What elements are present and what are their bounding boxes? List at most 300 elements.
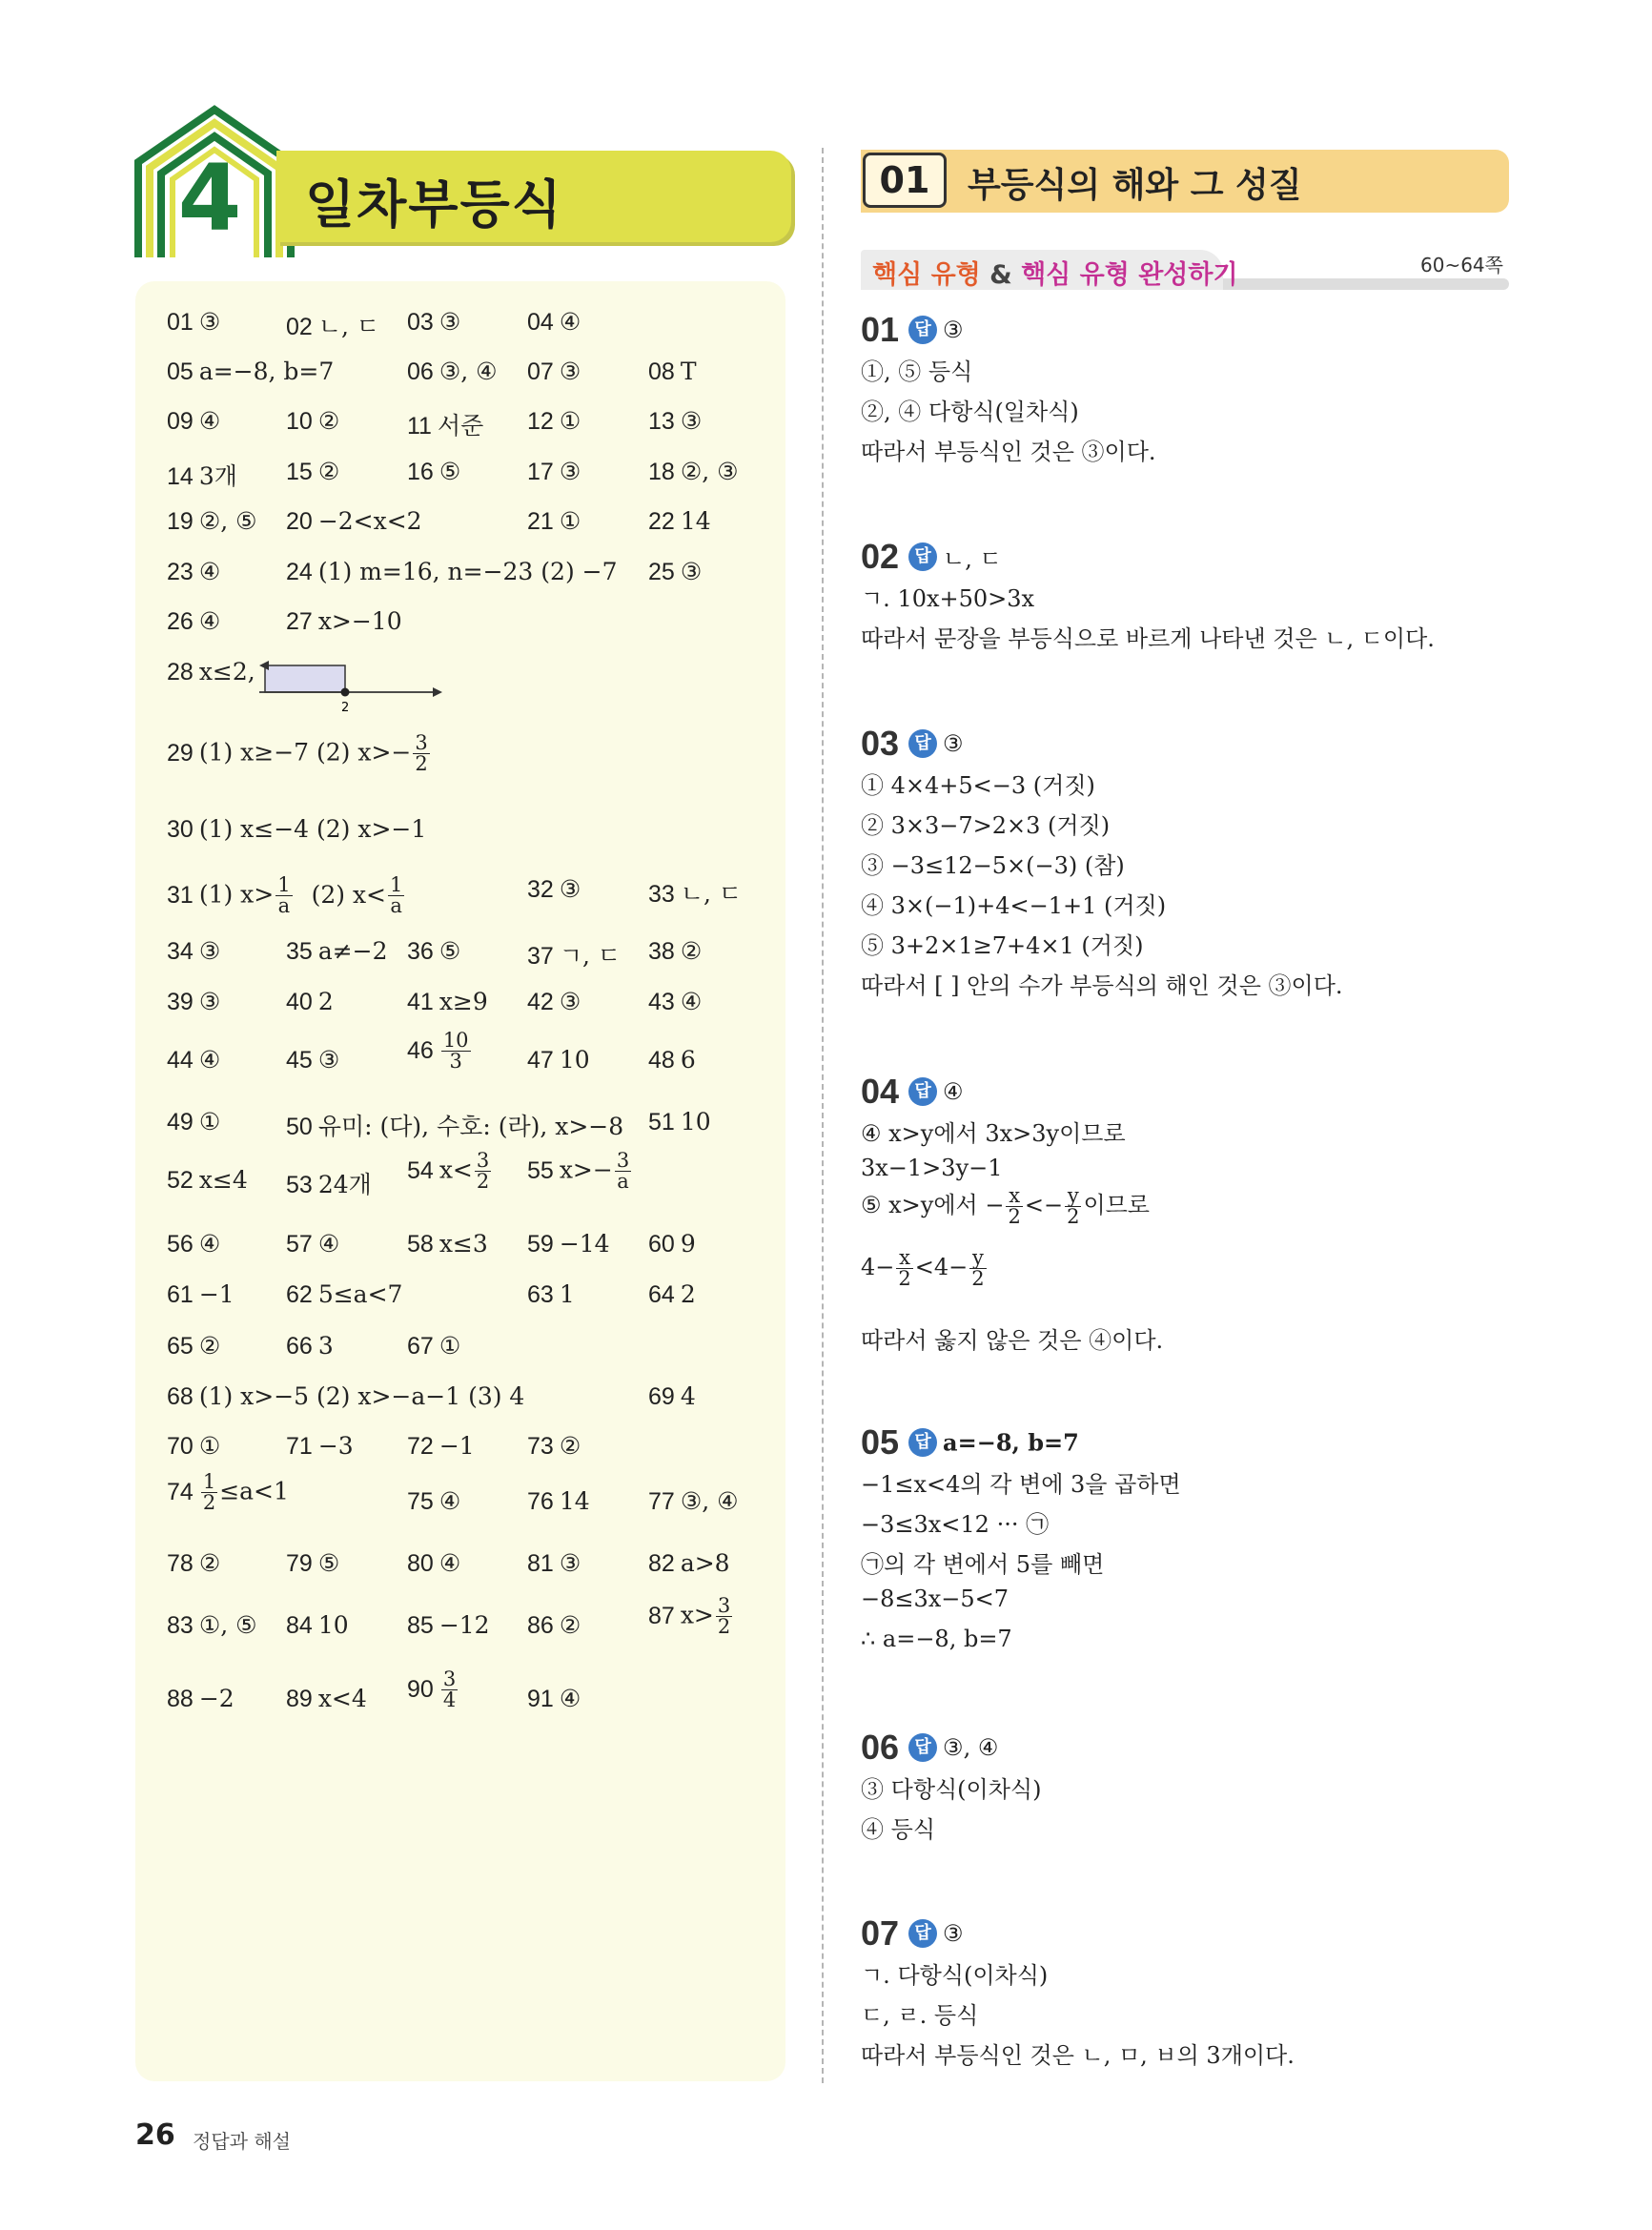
answer-item-53 bbox=[286, 1166, 372, 1200]
answer-value: (1) x≤−4 (2) x>−1 bbox=[198, 815, 427, 843]
answer-value: 3개 bbox=[198, 462, 237, 490]
answer-number: 50 bbox=[286, 1114, 313, 1140]
solution-line: −3≤3x<12 ··· ㉠ bbox=[861, 1511, 1050, 1538]
answer-item-40 bbox=[286, 988, 334, 1016]
answer-number: 22 bbox=[648, 508, 675, 535]
answer-number: 62 bbox=[286, 1281, 313, 1308]
answer-number: 52 bbox=[167, 1167, 194, 1194]
answer-item-60 bbox=[648, 1230, 696, 1258]
answer-item-19 bbox=[167, 507, 257, 536]
answer-item-86 bbox=[527, 1611, 581, 1640]
answer-item-18 bbox=[648, 458, 739, 486]
answer-item-49 bbox=[167, 1108, 220, 1136]
answer-value: ③ bbox=[198, 937, 221, 965]
answer-item-68 bbox=[167, 1382, 524, 1411]
answer-item-73 bbox=[527, 1432, 581, 1461]
answer-number: 47 bbox=[527, 1047, 554, 1074]
solution-line: ③ 다항식(이차식) bbox=[861, 1776, 1042, 1803]
solution-line: ①, ⑤ 등식 bbox=[861, 358, 973, 385]
answer-value: ④ bbox=[198, 1046, 221, 1074]
solution-line: 따라서 문장을 부등식으로 바르게 나타낸 것은 ㄴ, ㄷ이다. bbox=[861, 625, 1435, 652]
answer-number: 55 bbox=[527, 1156, 554, 1184]
answer-value: ② bbox=[198, 1549, 221, 1577]
answer-number: 61 bbox=[167, 1281, 194, 1308]
solution-answer: ③ bbox=[943, 1920, 964, 1947]
answer-item-04 bbox=[527, 308, 581, 337]
solution-number: 02 bbox=[861, 537, 900, 576]
solution-header-04 bbox=[861, 1072, 964, 1112]
solution-line: 3x−1>3y−1 bbox=[861, 1155, 1003, 1181]
answer-number: 71 bbox=[286, 1433, 313, 1460]
answer-number: 38 bbox=[648, 938, 675, 965]
chapter-header bbox=[133, 105, 791, 257]
answer-number: 12 bbox=[527, 408, 554, 435]
answer-item-39 bbox=[167, 988, 220, 1016]
answer-number: 33 bbox=[648, 881, 675, 908]
fraction: $\frac{1}{a}$ bbox=[390, 873, 403, 917]
answer-value: (1) x>−5 (2) x>−a−1 (3) 4 bbox=[198, 1382, 525, 1410]
solution-line: 4− $\frac{x}{2}$ <4− $\frac{y}{2}$ bbox=[861, 1246, 985, 1290]
subheader-part2: 핵심 유형 완성하기 bbox=[1021, 260, 1238, 290]
answer-badge-icon: 답 bbox=[908, 1733, 937, 1762]
answer-item-11 bbox=[407, 407, 483, 441]
answer-value: 14 bbox=[559, 1487, 590, 1515]
answer-value: 10 bbox=[317, 1611, 349, 1639]
answer-number: 21 bbox=[527, 508, 554, 535]
answer-item-47 bbox=[527, 1046, 590, 1074]
answer-item-29 bbox=[167, 733, 432, 774]
answer-item-31 bbox=[167, 875, 406, 916]
answer-value: ③ bbox=[559, 1549, 581, 1577]
solution-answer: ③ bbox=[943, 317, 964, 343]
answer-value: 9 bbox=[680, 1230, 696, 1258]
answer-item-36 bbox=[407, 937, 460, 966]
answer-value: ㄴ, ㄷ bbox=[317, 313, 380, 340]
answer-value: ≤a<1 bbox=[219, 1477, 289, 1505]
answer-item-66 bbox=[286, 1332, 334, 1361]
answer-badge-icon: 답 bbox=[908, 316, 937, 344]
answer-item-44 bbox=[167, 1046, 220, 1074]
solution-number: 01 bbox=[861, 310, 900, 349]
solution-line: ⑤ x>y에서 − $\frac{x}{2}$ <− $\frac{y}{2}$ 이므로 bbox=[861, 1184, 1150, 1228]
answer-number: 84 bbox=[286, 1612, 313, 1639]
solution-line: ⑤ 3+2×1≥7+4×1 (거짓) bbox=[861, 932, 1144, 959]
answer-value: −2 bbox=[198, 1685, 235, 1712]
answer-value: ③ bbox=[680, 558, 703, 585]
solution-header-06 bbox=[861, 1728, 998, 1768]
answer-value: ③ bbox=[559, 358, 581, 385]
answer-item-61 bbox=[167, 1280, 235, 1309]
answer-item-26 bbox=[167, 607, 220, 636]
answer-value: (1) x≥−7 (2) x>− bbox=[198, 738, 412, 767]
answer-number: 82 bbox=[648, 1550, 675, 1577]
answer-item-24 bbox=[286, 558, 618, 586]
answer-value: a=−8, b=7 bbox=[198, 358, 335, 385]
answer-item-10 bbox=[286, 407, 339, 436]
answer-value: T bbox=[680, 358, 697, 385]
answer-number: 74 bbox=[167, 1478, 194, 1505]
answer-value: x>−10 bbox=[317, 607, 402, 635]
answer-value: (1) m=16, n=−23 (2) −7 bbox=[317, 558, 618, 585]
answer-item-32 bbox=[527, 875, 581, 904]
answer-value: ④ bbox=[198, 607, 221, 635]
answer-item-82 bbox=[648, 1549, 730, 1578]
solution-line: ∴ a=−8, b=7 bbox=[861, 1626, 1012, 1652]
answer-value: 6 bbox=[680, 1046, 696, 1074]
answer-number: 35 bbox=[286, 938, 313, 965]
answer-item-43 bbox=[648, 988, 702, 1016]
answer-number: 02 bbox=[286, 314, 313, 340]
section-title: 부등식의 해와 그 성질 bbox=[968, 166, 1302, 205]
subheader-amp: & bbox=[989, 260, 1012, 290]
answer-number: 77 bbox=[648, 1488, 675, 1515]
page-number: 26 bbox=[135, 2118, 175, 2152]
answer-value: x>− bbox=[559, 1156, 613, 1184]
answer-number: 70 bbox=[167, 1433, 194, 1460]
answer-number: 32 bbox=[527, 876, 554, 903]
solution-line: ㄷ, ㄹ. 등식 bbox=[861, 2002, 979, 2029]
answer-value: ③, ④ bbox=[680, 1487, 739, 1515]
answer-value: ④ bbox=[438, 1487, 461, 1515]
answer-number: 29 bbox=[167, 739, 194, 767]
answer-value: −3 bbox=[317, 1432, 354, 1460]
answer-item-33 bbox=[648, 875, 742, 910]
answer-number: 46 bbox=[407, 1036, 434, 1064]
answer-item-78 bbox=[167, 1549, 220, 1578]
answer-value: ② bbox=[559, 1432, 581, 1460]
answer-value: 유미: (다), 수호: (라), x>−8 bbox=[317, 1113, 624, 1140]
answer-number: 45 bbox=[286, 1047, 313, 1074]
answer-number: 30 bbox=[167, 816, 194, 843]
answer-number: 72 bbox=[407, 1433, 434, 1460]
answer-value: −1 bbox=[438, 1432, 475, 1460]
answer-number: 68 bbox=[167, 1383, 194, 1410]
answer-item-07 bbox=[527, 358, 581, 386]
answer-value: 1 bbox=[559, 1280, 575, 1308]
answer-value: (1) x> bbox=[198, 880, 275, 909]
answer-number: 24 bbox=[286, 559, 313, 585]
answer-item-91 bbox=[527, 1685, 581, 1713]
answer-value: ④ bbox=[198, 1230, 221, 1258]
answer-number: 19 bbox=[167, 508, 194, 535]
answer-item-76 bbox=[527, 1487, 590, 1516]
answer-value: ③ bbox=[559, 458, 581, 485]
answer-item-59 bbox=[527, 1230, 610, 1258]
answer-item-14 bbox=[167, 458, 237, 492]
fraction: $\frac{3}{4}$ bbox=[442, 1667, 457, 1711]
answer-value: ①, ⑤ bbox=[198, 1611, 257, 1639]
answer-number: 09 bbox=[167, 408, 194, 435]
answer-number: 57 bbox=[286, 1231, 313, 1258]
answer-number: 36 bbox=[407, 938, 434, 965]
answer-item-37 bbox=[527, 937, 621, 972]
answer-item-89 bbox=[286, 1685, 367, 1713]
answer-number: 13 bbox=[648, 408, 675, 435]
answer-value: ㄴ, ㄷ bbox=[680, 880, 743, 908]
answer-value: x< bbox=[438, 1156, 473, 1184]
answer-number: 81 bbox=[527, 1550, 554, 1577]
answer-badge-icon: 답 bbox=[908, 1919, 937, 1948]
column-divider bbox=[822, 148, 824, 2083]
answer-item-48 bbox=[648, 1046, 696, 1074]
answer-item-38 bbox=[648, 937, 702, 966]
answer-item-12 bbox=[527, 407, 581, 436]
answer-number: 65 bbox=[167, 1333, 194, 1360]
answer-value: ㄱ, ㄷ bbox=[559, 942, 622, 970]
answer-item-55 bbox=[527, 1151, 633, 1192]
answer-number: 25 bbox=[648, 559, 675, 585]
answer-item-90 bbox=[407, 1669, 459, 1710]
answer-badge-icon: 답 bbox=[908, 542, 937, 571]
solution-header-01 bbox=[861, 310, 964, 350]
solution-line: ③ −3≤12−5×(−3) (참) bbox=[861, 852, 1125, 879]
answer-item-28 bbox=[167, 658, 255, 686]
answer-item-30 bbox=[167, 815, 426, 844]
fraction: $\frac{x}{2}$ bbox=[898, 1246, 911, 1290]
answer-number: 73 bbox=[527, 1433, 554, 1460]
answer-value: ① bbox=[198, 1432, 221, 1460]
answer-value: ③ bbox=[680, 407, 703, 435]
subheader-title bbox=[872, 254, 1238, 291]
answer-value: ⑤ bbox=[317, 1549, 340, 1577]
answer-item-34 bbox=[167, 937, 220, 966]
answer-item-87 bbox=[648, 1596, 734, 1637]
solution-answer: a=−8, b=7 bbox=[943, 1428, 1079, 1457]
answer-number: 18 bbox=[648, 459, 675, 485]
answer-value: ② bbox=[198, 1332, 221, 1360]
answer-value: 24개 bbox=[317, 1171, 372, 1198]
solution-line: 따라서 [ ] 안의 수가 부등식의 해인 것은 ③이다. bbox=[861, 972, 1343, 999]
answer-value: x≤2, bbox=[198, 658, 255, 685]
answer-number: 17 bbox=[527, 459, 554, 485]
answer-value: −14 bbox=[559, 1230, 610, 1258]
fraction: $\frac{y}{2}$ bbox=[1067, 1184, 1080, 1228]
answer-value: −12 bbox=[438, 1611, 490, 1639]
answer-number: 75 bbox=[407, 1488, 434, 1515]
answer-item-08 bbox=[648, 358, 697, 386]
solution-header-05 bbox=[861, 1422, 1079, 1463]
answer-value: ②, ③ bbox=[680, 458, 739, 485]
chapter-title: 일차부등식 bbox=[305, 174, 563, 235]
answer-value: ④ bbox=[198, 558, 221, 585]
answer-value: 서준 bbox=[437, 412, 484, 440]
answer-item-69 bbox=[648, 1382, 696, 1411]
answer-value: a≠−2 bbox=[317, 937, 388, 965]
answer-item-09 bbox=[167, 407, 220, 436]
answer-value: ④ bbox=[198, 407, 221, 435]
answer-item-65 bbox=[167, 1332, 220, 1361]
answer-number: 76 bbox=[527, 1488, 554, 1515]
answer-value: −2<x<2 bbox=[317, 507, 422, 535]
answer-item-70 bbox=[167, 1432, 220, 1461]
answer-number: 34 bbox=[167, 938, 194, 965]
answer-number: 05 bbox=[167, 358, 194, 385]
answer-number: 26 bbox=[167, 608, 194, 635]
answer-item-75 bbox=[407, 1487, 460, 1516]
answer-item-27 bbox=[286, 607, 402, 636]
answer-item-79 bbox=[286, 1549, 339, 1578]
footer-label: 정답과 해설 bbox=[193, 2130, 291, 2153]
answer-number: 16 bbox=[407, 459, 434, 485]
answer-item-15 bbox=[286, 458, 339, 486]
answer-number: 37 bbox=[527, 943, 554, 970]
answer-value: ④ bbox=[559, 308, 581, 336]
answer-number: 03 bbox=[407, 309, 434, 336]
answer-item-16 bbox=[407, 458, 460, 486]
answer-value: 2 bbox=[317, 988, 334, 1015]
answer-item-17 bbox=[527, 458, 581, 486]
answer-number: 87 bbox=[648, 1602, 675, 1629]
answer-item-81 bbox=[527, 1549, 581, 1578]
answer-value: x<4 bbox=[317, 1685, 367, 1712]
solution-number: 04 bbox=[861, 1072, 900, 1111]
answer-value: ② bbox=[680, 937, 703, 965]
solution-line: ㄱ. 10x+50>3x bbox=[861, 585, 1035, 612]
answer-number: 01 bbox=[167, 309, 194, 336]
answer-value: x≥9 bbox=[438, 988, 488, 1015]
answer-badge-icon: 답 bbox=[908, 729, 937, 758]
fraction: $\frac{y}{2}$ bbox=[971, 1246, 985, 1290]
fraction: $\frac{1}{a}$ bbox=[277, 873, 291, 917]
answer-number: 59 bbox=[527, 1231, 554, 1258]
answer-item-71 bbox=[286, 1432, 354, 1461]
answer-item-62 bbox=[286, 1280, 402, 1309]
answer-item-57 bbox=[286, 1230, 339, 1258]
answer-number: 86 bbox=[527, 1612, 554, 1639]
fraction: $\frac{3}{a}$ bbox=[616, 1149, 630, 1193]
answer-number: 66 bbox=[286, 1333, 313, 1360]
answer-value: ② bbox=[317, 458, 340, 485]
solution-number: 06 bbox=[861, 1728, 900, 1767]
answer-number: 80 bbox=[407, 1550, 434, 1577]
solution-line: −8≤3x−5<7 bbox=[861, 1586, 1010, 1612]
answer-item-67 bbox=[407, 1332, 460, 1361]
solution-line: 따라서 부등식인 것은 ③이다. bbox=[861, 439, 1156, 465]
answer-item-72 bbox=[407, 1432, 475, 1461]
chapter-number: 4 bbox=[177, 145, 242, 252]
solution-header-07 bbox=[861, 1913, 964, 1954]
answer-item-21 bbox=[527, 507, 581, 536]
answer-value: 4 bbox=[680, 1382, 696, 1410]
answer-value: ④ bbox=[438, 1549, 461, 1577]
fraction: $\frac{10}{3}$ bbox=[442, 1029, 469, 1073]
answer-number: 42 bbox=[527, 989, 554, 1015]
solution-line: 따라서 옳지 않은 것은 ④이다. bbox=[861, 1327, 1164, 1354]
solution-line: −1≤x<4의 각 변에 3을 곱하면 bbox=[861, 1471, 1181, 1498]
answer-value: 2 bbox=[680, 1280, 696, 1308]
answer-value: ③ bbox=[438, 308, 461, 336]
solution-line: ④ 3×(−1)+4<−1+1 (거짓) bbox=[861, 892, 1167, 919]
answer-number: 53 bbox=[286, 1172, 313, 1198]
answer-value: 14 bbox=[680, 507, 711, 535]
solution-answer: ④ bbox=[943, 1078, 964, 1105]
answer-value: 5≤a<7 bbox=[317, 1280, 403, 1308]
number-line-label: 2 bbox=[341, 701, 350, 715]
answer-number: 40 bbox=[286, 989, 313, 1015]
answer-number: 63 bbox=[527, 1281, 554, 1308]
answer-number: 56 bbox=[167, 1231, 194, 1258]
solution-line: ④ 등식 bbox=[861, 1816, 935, 1843]
answer-number: 07 bbox=[527, 358, 554, 385]
answer-item-58 bbox=[407, 1230, 488, 1258]
answer-number: 83 bbox=[167, 1612, 194, 1639]
solution-header-02 bbox=[861, 537, 1002, 577]
answer-item-06 bbox=[407, 358, 498, 386]
answer-number: 67 bbox=[407, 1333, 434, 1360]
answer-number: 06 bbox=[407, 358, 434, 385]
answer-item-01 bbox=[167, 308, 220, 337]
answer-item-25 bbox=[648, 558, 702, 586]
answer-value: ② bbox=[559, 1611, 581, 1639]
solution-number: 05 bbox=[861, 1422, 900, 1462]
page-range: 60~64쪽 bbox=[1420, 254, 1503, 276]
solution-number: 07 bbox=[861, 1913, 900, 1953]
answer-number: 41 bbox=[407, 989, 434, 1015]
fraction: $\frac{3}{2}$ bbox=[717, 1594, 731, 1638]
answer-number: 15 bbox=[286, 459, 313, 485]
answer-item-85 bbox=[407, 1611, 490, 1640]
fraction: $\frac{1}{2}$ bbox=[202, 1470, 216, 1514]
answer-number: 58 bbox=[407, 1231, 434, 1258]
answer-item-52 bbox=[167, 1166, 248, 1195]
answer-item-77 bbox=[648, 1487, 739, 1516]
answer-number: 44 bbox=[167, 1047, 194, 1074]
answer-value: ③ bbox=[559, 875, 581, 903]
answer-value: x> bbox=[680, 1601, 714, 1629]
fraction: $\frac{x}{2}$ bbox=[1008, 1184, 1021, 1228]
answer-number: 54 bbox=[407, 1156, 434, 1184]
answer-number: 10 bbox=[286, 408, 313, 435]
answer-value: ④ bbox=[680, 988, 703, 1015]
answer-item-63 bbox=[527, 1280, 575, 1309]
answer-value: 10 bbox=[559, 1046, 590, 1074]
answer-value-part2: (2) x< bbox=[311, 880, 386, 909]
answer-item-23 bbox=[167, 558, 220, 586]
answer-value: −1 bbox=[198, 1280, 235, 1308]
answer-item-80 bbox=[407, 1549, 460, 1578]
answer-number: 49 bbox=[167, 1109, 194, 1135]
answer-item-02 bbox=[286, 308, 379, 342]
answer-number: 27 bbox=[286, 608, 313, 635]
answer-number: 28 bbox=[167, 659, 194, 685]
answer-value: ① bbox=[438, 1332, 461, 1360]
answer-value: ① bbox=[559, 407, 581, 435]
answer-number: 64 bbox=[648, 1281, 675, 1308]
solution-answer: ③ bbox=[943, 730, 964, 757]
answer-number: 04 bbox=[527, 309, 554, 336]
fraction: $\frac{3}{2}$ bbox=[476, 1149, 490, 1193]
answer-item-13 bbox=[648, 407, 702, 436]
solution-line: ① 4×4+5<−3 (거짓) bbox=[861, 772, 1095, 799]
answer-value: ③ bbox=[317, 1046, 340, 1074]
answer-number: 69 bbox=[648, 1383, 675, 1410]
answer-number: 23 bbox=[167, 559, 194, 585]
answer-item-50 bbox=[286, 1108, 623, 1142]
solution-answer: ㄴ, ㄷ bbox=[943, 545, 1002, 573]
answer-item-54 bbox=[407, 1151, 493, 1192]
section-number: 01 bbox=[879, 159, 930, 201]
answer-item-84 bbox=[286, 1611, 349, 1640]
answer-item-83 bbox=[167, 1611, 257, 1640]
answer-number: 14 bbox=[167, 463, 194, 490]
answer-item-35 bbox=[286, 937, 388, 966]
subheader-part1: 핵심 유형 bbox=[872, 260, 981, 290]
solution-line: ㄱ. 다항식(이차식) bbox=[861, 1962, 1049, 1989]
answer-number: 31 bbox=[167, 881, 194, 909]
answer-badge-icon: 답 bbox=[908, 1077, 937, 1106]
answer-number: 78 bbox=[167, 1550, 194, 1577]
answer-value: ⑤ bbox=[438, 458, 461, 485]
